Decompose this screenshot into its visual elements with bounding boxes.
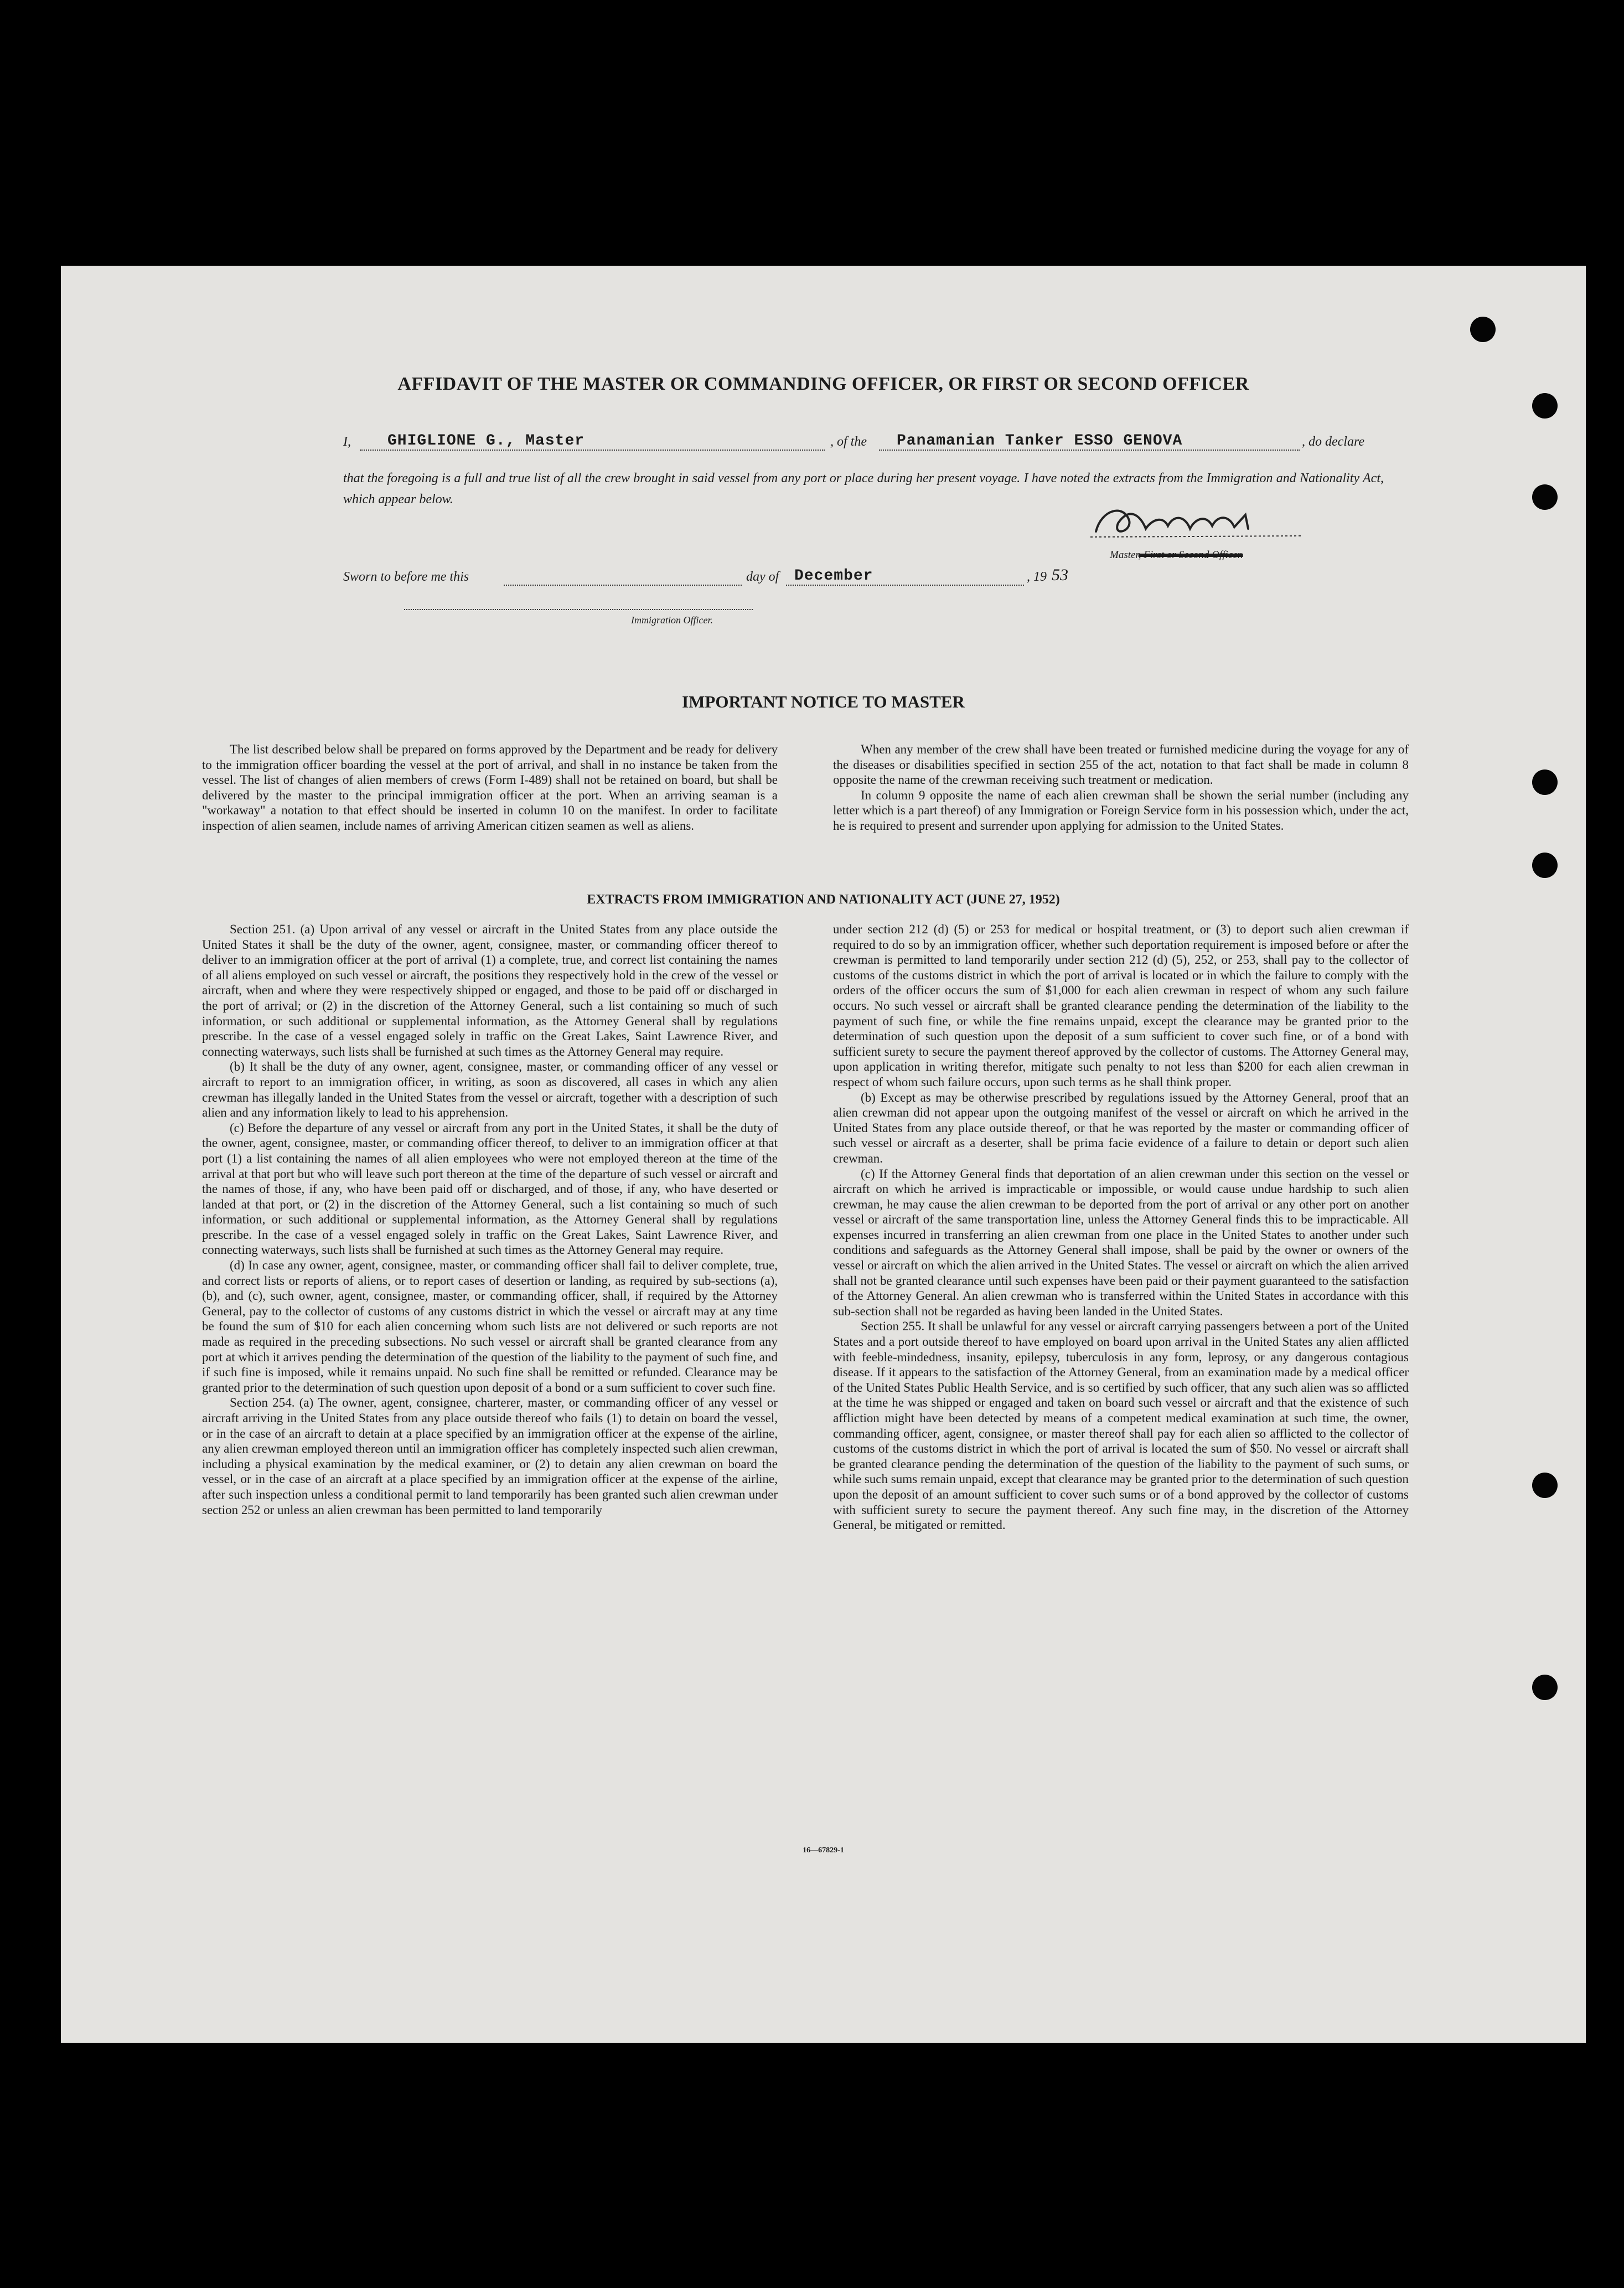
extract-paragraph: (b) It shall be the duty of any owner, agent, consignee, master, or commanding officer of any vessel or aircraft to report to an immigration officer, in writing, as soon as discovered, all cases in which any alien crewman has illegally landed in the United States from the vessel or aircraft, together with a description of such alien and any information likely to lead to his apprehension. (202, 1060, 778, 1120)
day-of-label: day of (746, 570, 779, 584)
punch-hole (1532, 1675, 1558, 1700)
extract-paragraph: Section 251. (a) Upon arrival of any vessel or aircraft in the United States from any place outside the United States it shall be the duty of the owner, agent, consignee, master, or commanding officer thereof to deliver to an immigration officer at the port of arrival (1) a complete, true, and correct list containing the names of all aliens employed on such vessel or aircraft, the positions they respectively hold in the crew of the vessel or aircraft, when and where they were respectively shipped or engaged, and those to be paid off or discharged in the port of arrival; or (2) in the discretion of the Attorney General, such a list containing so much of such information, or such additional or supplemental information, as the Attorney General shall by regulations prescribe. In the case of a vessel engaged solely in traffic on the Great Lakes, Saint Lawrence River, and connecting waterways, such lists shall be furnished at such times as the Attorney General may require. (202, 922, 778, 1058)
vessel-name-field: Panamanian Tanker ESSO GENOVA (897, 432, 1183, 450)
extracts-title: EXTRACTS FROM IMMIGRATION AND NATIONALITY ACT (JUNE 27, 1952) (587, 892, 1060, 907)
year-field: 53 (1052, 566, 1068, 584)
month-field: December (794, 567, 873, 585)
extract-paragraph: (c) Before the departure of any vessel or aircraft from any port in the United States, it shall be the duty of the owner, agent, consignee, master, or commanding officer thereof, to deliver to an immigration officer at that port (1) a list containing the names of all alien employees who were not employed thereon at the time of the arrival at that port but who will leave such port thereon at the time of the departure of such vessel or aircraft and the names of those, if any, who have been paid off or discharged, and of those, if any, who have deserted or landed at that port, or (2) in the discretion of the Attorney General, such a list containing so much of such information, or such additional or supplemental information, as the Attorney General shall by regulations prescribe. In the case of a vessel engaged solely in traffic on the Great Lakes, Saint Lawrence River, and connecting waterways, such lists shall be furnished at such times as the Attorney General may require. (202, 1120, 778, 1257)
extracts-left-column (202, 922, 778, 1517)
master-caption: Master, First or Second Officer. (1110, 549, 1243, 561)
punch-hole (1532, 484, 1558, 510)
immigration-officer-line (404, 598, 753, 610)
sworn-label: Sworn to before me this (343, 570, 469, 584)
declaration-line (343, 432, 1384, 452)
extracts-right-column (833, 922, 1409, 1533)
notice-left-column (202, 742, 778, 833)
notice-paragraph: The list described below shall be prepared on forms approved by the Department and be ready for delivery to the immigration officer boarding the vessel at the port of arrival, and shall in no instance be taken from the vessel. The list of changes of alien members of crews (Form I-489) shall not be retained on board, but shall be delivered by the master to the principal immigration officer at the port. When an arriving seaman is a "workaway" a notation to that effect should be inserted in column 10 on the manifest. In order to facilitate inspection of alien seamen, include names of arriving American citizen seamen as well as aliens. (202, 742, 778, 833)
document-page (61, 266, 1586, 2043)
extract-paragraph: (c) If the Attorney General finds that deportation of an alien crewman under this section on the vessel or aircraft on which he arrived is impracticable or impossible, or would cause undue hardship to such alien crewman, he may cause the alien crewman to be deported from the port of arrival or any other port on another vessel or aircraft of the same transportation line, unless the Attorney General finds this to be impracticable. All expenses incurred in transferring an alien crewman from one place in the United States to another under such conditions and safeguards as the Attorney General shall impose, shall be paid by the owner or owners of the vessel or aircraft on which the alien arrived in the United States. The vessel or aircraft on which the alien arrived shall not be granted clearance until such expenses have been paid or their payment guaranteed to the satisfaction of the Attorney General. An alien crewman who is transferred within the United States in accordance with this sub-section shall not be regarded as having been landed in the United States. (833, 1166, 1409, 1318)
immigration-officer-caption: Immigration Officer. (631, 614, 713, 626)
punch-hole (1532, 1473, 1558, 1498)
sworn-line (343, 565, 1173, 587)
declaration-body: that the foregoing is a full and true list of all the crew brought in said vessel from any port or place during her present voyage. I have noted the extracts from the Immigration and Nationality Act, which appear below. (343, 471, 1384, 507)
notice-paragraph: When any member of the crew shall have been treated or furnished medicine during the voyage for any of the diseases or disabilities specified in section 255 of the act, notation to that fact shall be made in column 8 opposite the name of the crewman receiving such treatment or medication. (833, 742, 1409, 787)
punch-hole (1470, 317, 1496, 342)
notice-right-column (833, 742, 1409, 833)
affidavit-title: AFFIDAVIT OF THE MASTER OR COMMANDING OFFICER, OR FIRST OR SECOND OFFICER (397, 374, 1249, 394)
extract-paragraph: (d) In case any owner, agent, consignee, master, or commanding officer shall fail to deliver complete, true, and correct lists or reports of aliens, or to report cases of desertion or landing, as required by sub-sections (a), (b), and (c), such owner, agent, consignee, master, or commanding officer, shall, if required by the Attorney General, pay to the collector of customs of any customs district in which the vessel or aircraft may at any time be found the sum of $10 for each alien concerning whom such lists are not delivered or such reports are not made as required in the preceding subsections. No such vessel or aircraft shall be granted clearance from any port at which it arrives pending the determination of the question of the liability to the payment of such fine, and if such fine is imposed, while it remains unpaid. No such fine shall be remitted or refunded. Clearance may be granted prior to the determination of such question upon deposit of a bond or a sum sufficient to cover such fine. (202, 1258, 778, 1395)
do-declare-label: , do declare (1302, 435, 1365, 449)
form-number: 16—67829-1 (803, 1846, 844, 1855)
notice-title: IMPORTANT NOTICE TO MASTER (682, 692, 965, 711)
extract-paragraph: under section 212 (d) (5) or 253 for medical or hospital treatment, or (3) to deport such alien crewman if required to do so by an immigration officer, whether such deportation requirement is imposed before or after the crewman is permitted to land temporarily under section 212 (d) (5), 252, or 253, shall pay to the collector of customs of the customs district in which the port of arrival is located or in which the failure to comply with the orders of the officer occurs the sum of $1,000 for each alien crewman in respect of whom any such failure occurs. No such vessel or aircraft shall be granted clearance pending the determination of the liability to the payment of such fine, or while the fine remains unpaid, except the clearance may be granted prior to the determination of such question upon the deposit of a sum sufficient to cover such fine, or of a bond with sufficient surety to secure the payment thereof approved by the collector of customs. The Attorney General may, upon application in writing therefor, mitigate such penalty to not less than $200 for each alien crewman in respect of whom such failure occurs, upon such terms as he shall think proper. (833, 922, 1409, 1089)
extract-paragraph: Section 254. (a) The owner, agent, consignee, charterer, master, or commanding officer of any vessel or aircraft arriving in the United States from any place outside thereof who fails (1) to detain on board the vessel, or in the case of an aircraft to detain at a place specified by an immigration officer at the expense of the airline, any alien crewman employed thereon until an immigration officer has completely inspected such alien crewman, including a physical examination by the medical examiner, or (2) to detain any alien crewman on board the vessel, or in the case of an aircraft at a place specified by an immigration officer at the expense of the airline, after such inspection unless a conditional permit to land temporarily has been granted such alien crewman under section 252 or unless an alien crewman has been permitted to land temporarily (202, 1396, 778, 1517)
extract-paragraph: Section 255. It shall be unlawful for any vessel or aircraft carrying passengers between a port of the United States and a port outside thereof to have employed on board upon arrival in the United States any alien afflicted with feeble-mindedness, insanity, epilepsy, tuberculosis in any form, leprosy, or any dangerous contagious disease. If it appears to the satisfaction of the Attorney General, from an examination made by a medical officer of the United States Public Health Service, and is so certified by such officer, that any such alien was so afflicted at the time he was shipped or engaged and taken on board such vessel or aircraft and that the existence of such affliction might have been detected by means of a competent medical examination at such time, the owner, commanding officer, agent, consignee, or master thereof shall pay for each alien so afflicted to the collector of customs of the customs district in which the port of arrival is located the sum of $50. No vessel or aircraft shall be granted clearance pending the determination of the question of the liability to the payment of such sums, or while such sums remain unpaid, except that clearance may be granted prior to the determination of such question upon the deposit of an amount sufficient to cover such sums or of a bond approved by the collector of customs with sufficient surety to secure the payment thereof. Any such fine may, in the discretion of the Attorney General, be mitigated or remitted. (833, 1319, 1409, 1532)
notice-paragraph: In column 9 opposite the name of each alien crewman shall be shown the serial number (including any letter which is a part thereof) of any Immigration or Foreign Service form in his possession which, under the act, he is required to present and surrender upon applying for admission to the United States. (833, 788, 1409, 833)
punch-hole (1532, 853, 1558, 878)
i-label: I, (343, 435, 351, 449)
master-name-field: GHIGLIONE G., Master (387, 432, 585, 450)
year-prefix: , 19 (1027, 570, 1047, 584)
signature-mark (1079, 498, 1312, 543)
punch-hole (1532, 393, 1558, 419)
of-the-label: , of the (830, 435, 867, 449)
extract-paragraph: (b) Except as may be otherwise prescribed by regulations issued by the Attorney General, proof that an alien crewman did not appear upon the outgoing manifest of the vessel or aircraft on which he arrived in the United States from any place outside thereof, or that he was reported by the master or commanding officer of such vessel or aircraft as a deserter, shall be prima facie evidence of a failure to detain or deport such alien crewman. (833, 1090, 1409, 1165)
punch-hole (1532, 769, 1558, 795)
